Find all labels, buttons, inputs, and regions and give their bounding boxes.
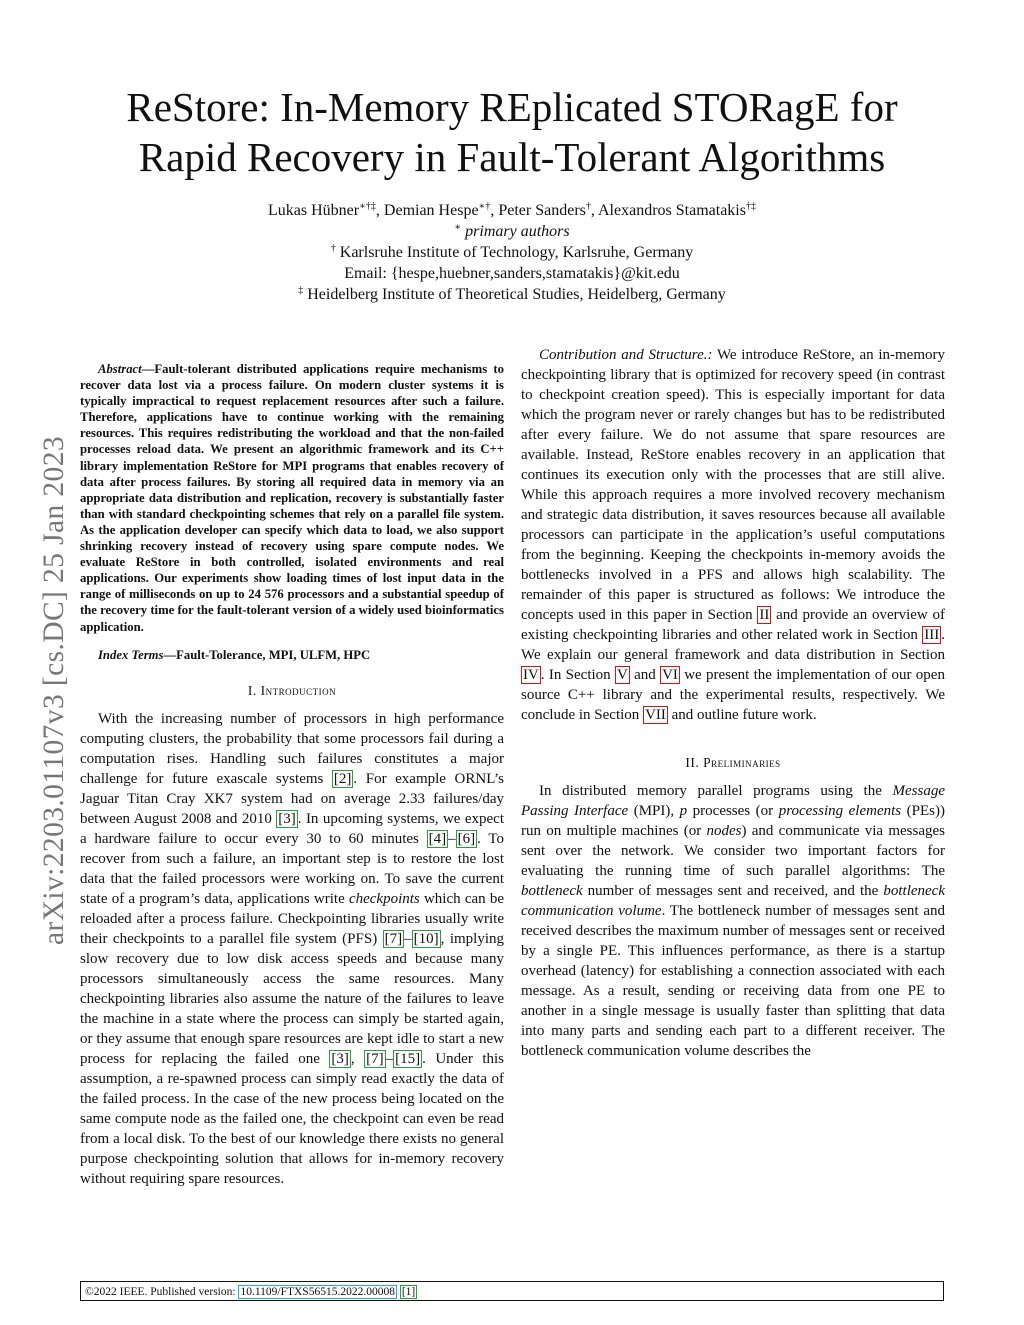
section-heading-preliminaries: II. Preliminaries	[685, 755, 781, 770]
intro-paragraph: With the increasing number of processors in high performance computing clusters, the probability that some processors fail during a computation rises. Handling such failures constitutes a major challenge for future exascale systems [2] . For example ORNL’s Jaguar Titan Cray XK7 system had on average 2.33 failures/day between August 2008 and 2010 [3] . In upcoming systems, we expect a hardware failure to occur every 30 to 60 minutes [4] – [6] . To recover from such a failure, an important step is to restore the lost data that the failed processors were working on. To save the current state of a program’s data, applications write checkpoints which can be reloaded after a process failure. Checkpointing libraries usually write their checkpoints to a parallel file system (PFS) [7] – [10] , implying slow recovery due to low disk access speeds and because many processors simultaneously access the same resources. Many checkpointing libraries also assume the nature of the failures to leave the machine in a state where the process can simply be started again, or they assume that enough spare resources are kept idle to start a new process for replacing the failed one [3] , [7] – [15] . Under this assumption, a re-spawned process can simply read exactly the data of the failed process. In the case of the new process being located on the same compute node as the failed one, the checkpoint can even be read from a local disk. To the best of our knowledge there exists no general purpose checkpointing solution that allows for in-memory recovery without requiring spare resources.	[80, 711, 505, 1188]
affiliation-kit: † Karlsruhe Institute of Technology, Karlsruhe, Germany	[330, 243, 694, 261]
author-name: Lukas Hübner	[268, 202, 360, 219]
run-in-heading: Contribution and Structure.:	[539, 347, 713, 363]
abstract-label: Abstract	[98, 362, 142, 376]
section-link[interactable]: V	[616, 667, 628, 683]
arxiv-identifier: arXiv:2203.01107v3 [cs.DC] 25 Jan 2023	[38, 436, 70, 945]
abstract	[80, 361, 504, 635]
citation-link[interactable]: [1]	[401, 1286, 416, 1298]
section-link[interactable]: VII	[645, 707, 666, 723]
author-list: Lukas Hübner∗†‡, Demian Hespe∗†, Peter Sanders†, Alexandros Stamatakis†‡	[268, 201, 756, 219]
affiliation-hits: ‡ Heidelberg Institute of Theoretical Studies, Heidelberg, Germany	[298, 285, 726, 303]
title-line-1: ReStore: In-Memory REplicated STORagE for	[126, 84, 898, 130]
citation-link[interactable]: [6]	[457, 831, 476, 848]
left-column	[80, 345, 504, 1189]
citation-link[interactable]: [3]	[331, 1051, 349, 1068]
author-name: Peter Sanders	[498, 202, 586, 219]
abstract-text: —Fault-tolerant distributed applications require mechanisms to recover data lost via a process failure. On modern cluster systems it is typically impractical to request replacement resources after such a failure. Therefore, applications have to continue working with the remaining resources. This requires redistributing the workload and that the non-failed processes reload data. We present an algorithmic framework and its C++ library implementation ReStore for MPI programs that enables recovery of data after process failures. By storing all required data in memory via an appropriate data distribution and replication, recovery is substantially faster than with standard checkpointing schemes that rely on a parallel file system. As the application developer can specify which data to load, we also support shrinking recovery instead of recovery using spare compute nodes. We evaluate ReStore in both controlled, isolated environments and real applications. Our experiments show loading times of lost input data in the range of milliseconds on up to 24 576 processors and a substantial speedup of the recovery time for the fault-tolerant version of a widely used bioinformatics application.	[80, 362, 504, 634]
paper-title	[60, 82, 964, 182]
author-email: Email: {hespe,huebner,sanders,stamatakis}@kit.edu	[344, 265, 680, 282]
citation-link[interactable]: [10]	[413, 931, 439, 948]
index-terms-label: Index Terms	[98, 648, 164, 663]
author-name: Alexandros Stamatakis	[598, 202, 746, 219]
section-link[interactable]: III	[924, 627, 940, 643]
section-heading-introduction: I. Introduction	[247, 683, 337, 699]
section-link[interactable]: VI	[662, 667, 678, 683]
contribution-paragraph: Contribution and Structure.: We introduce ReStore, an in-memory checkpointing library that is optimized for recovery speed (in contrast to checkpoint creation speed). This is especially important for data which the program never or rarely changes but has to be redistributed after every failure. We do not assume that spare resources are available. Instead, ReStore enables recovery in an application that continues its execution only with the processes that are still alive. While this approach requires a more involved recovery mechanism and strategic data distribution, it saves resources because all available processors can participate in the application’s useful computations from the beginning. Keeping the checkpoints in-memory avoids the bottlenecks involved in a PFS and allows high scalability. The remainder of this paper is structured as follows: We introduce the concepts used in this paper in Section II and provide an overview of existing checkpointing libraries and other related work in Section III . We explain our general framework and data distribution in Section IV . In Section V and VI we present the implementation of our open source C++ library and the experimental results, respectively. We conclude in Section VII and outline future work.	[521, 347, 945, 723]
citation-link[interactable]: [7]	[384, 931, 403, 948]
author-block	[60, 200, 964, 305]
index-terms	[80, 647, 504, 663]
author-affil-marks: †	[585, 201, 591, 212]
citation-link[interactable]: [3]	[278, 811, 296, 828]
section-link[interactable]: IV	[523, 667, 539, 683]
citation-link[interactable]: [4]	[428, 831, 447, 848]
right-column	[521, 345, 945, 1061]
citation-link[interactable]: [15]	[395, 1051, 421, 1068]
author-affil-marks: ∗†‡	[359, 201, 376, 212]
copyright-text: ©2022 IEEE. Published version:	[85, 1286, 239, 1298]
doi-link[interactable]: 10.1109/FTXS56515.2022.00008	[240, 1286, 395, 1298]
author-name: Demian Hespe	[383, 202, 479, 219]
copyright-footer	[80, 1281, 944, 1301]
index-terms-text: —Fault-Tolerance, MPI, ULFM, HPC	[163, 648, 371, 663]
prelim-paragraph: In distributed memory parallel programs using the Message Passing Interface (MPI), p processes (or processing elements (PEs)) run on multiple machines (or nodes) and communicate via messages sent over the network. We consider two important factors for evaluating the running time of such parallel algorithms: The bottleneck number of messages sent and received, and the bottleneck communication volume. The bottleneck number of messages sent and received describes the maximum number of messages sent or received by a single PE. This influences performance, as there is a startup overhead (latency) for establishing a connection associated with each message. As a result, sending or receiving data from one PE to another in a single message is usually faster than splitting that data into many parts and sending each part to a different receiver. The bottleneck communication volume describes the	[521, 783, 945, 1059]
section-link[interactable]: II	[759, 607, 770, 623]
author-affil-marks: ∗†	[478, 201, 491, 212]
citation-link[interactable]: [7]	[366, 1051, 384, 1068]
citation-link[interactable]: [2]	[333, 771, 352, 788]
primary-authors-note: ∗ primary authors	[454, 222, 570, 240]
author-affil-marks: †‡	[745, 201, 756, 212]
title-line-2: Rapid Recovery in Fault-Tolerant Algorithms	[138, 134, 886, 180]
